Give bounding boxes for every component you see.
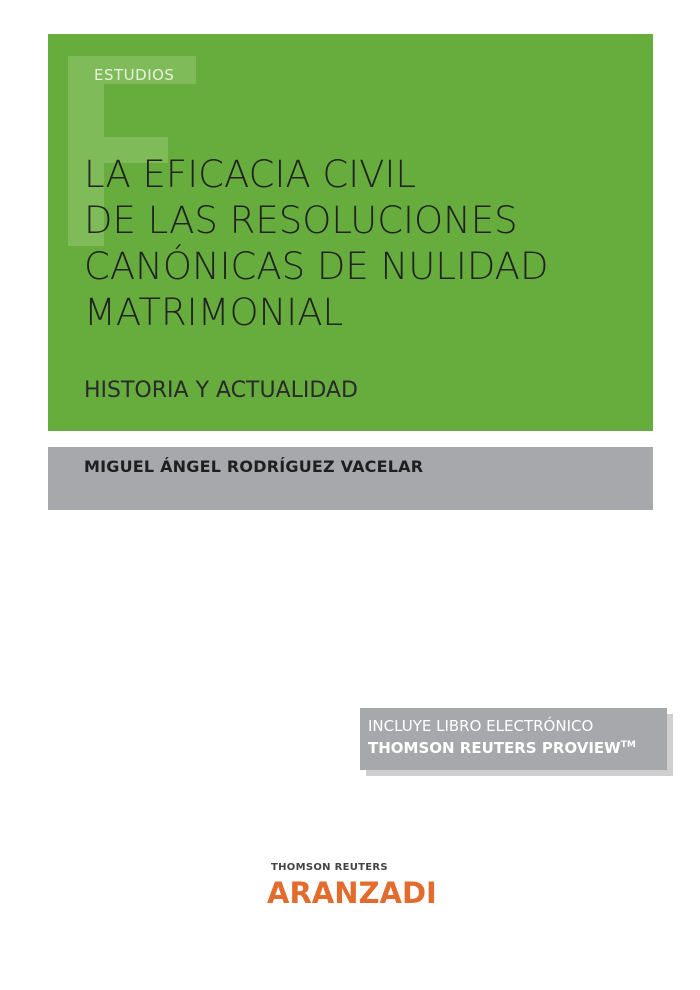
ebook-badge xyxy=(360,708,667,770)
series-label: ESTUDIOS xyxy=(94,66,175,84)
proview-name: THOMSON REUTERS PROVIEW xyxy=(368,739,621,757)
proview-label xyxy=(368,739,636,757)
book-subtitle: HISTORIA Y ACTUALIDAD xyxy=(84,378,358,403)
publisher-parent: THOMSON REUTERS xyxy=(271,862,388,873)
trademark-mark: TM xyxy=(620,740,636,750)
title-line: LA EFICACIA CIVIL xyxy=(84,153,417,196)
author-name: MIGUEL ÁNGEL RODRÍGUEZ VACELAR xyxy=(84,457,424,476)
author-band xyxy=(48,447,653,510)
cover-green-panel xyxy=(48,34,653,431)
title-line: MATRIMONIAL xyxy=(84,291,344,334)
book-title xyxy=(84,152,644,336)
title-line: CANÓNICAS DE NULIDAD xyxy=(84,245,549,288)
ebook-included-label: INCLUYE LIBRO ELECTRÓNICO xyxy=(368,717,594,735)
title-line: DE LAS RESOLUCIONES xyxy=(84,199,518,242)
publisher-logo: ARANZADI xyxy=(267,876,437,910)
